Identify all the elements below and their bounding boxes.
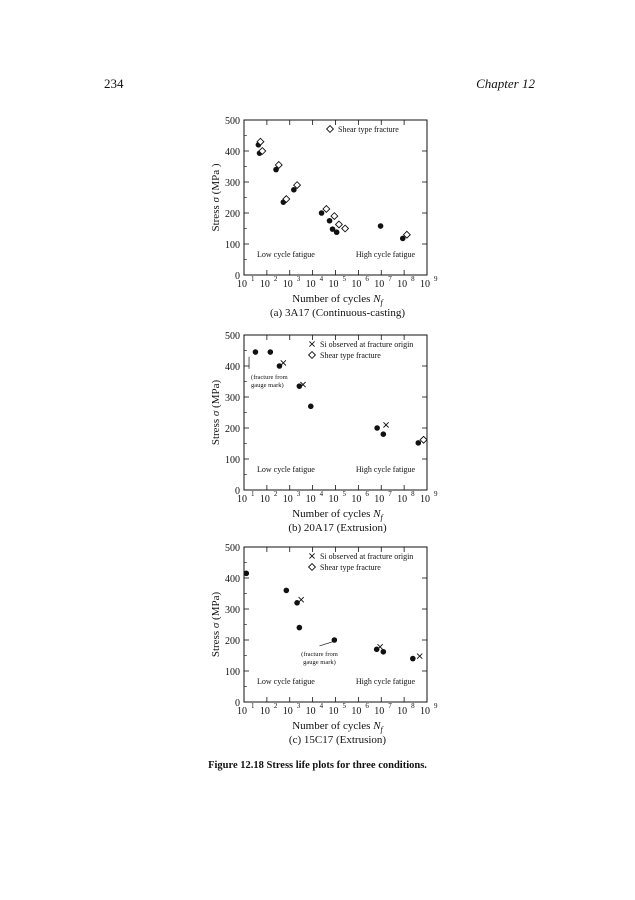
x-tick-label: 10 <box>305 706 316 717</box>
data-point-dot <box>334 229 340 235</box>
y-tick-label: 400 <box>225 574 240 585</box>
data-point-dot <box>308 404 314 410</box>
x-tick-exponent: 5 <box>342 490 346 498</box>
chart-subcaption: (b) 20A17 (Extrusion) <box>288 522 387 534</box>
data-point-dot <box>378 223 384 229</box>
x-tick-label: 10 <box>397 279 408 290</box>
legend-label: Shear type fracture <box>320 563 381 572</box>
page-number: 234 <box>104 76 124 91</box>
x-tick-label: 10 <box>237 494 247 505</box>
x-tick-label: 10 <box>420 279 430 290</box>
x-tick-exponent: 9 <box>434 702 438 710</box>
x-tick-exponent: 3 <box>296 275 301 283</box>
legend-marker-diamond <box>309 564 316 571</box>
x-tick-label: 10 <box>305 279 316 290</box>
y-tick-label: 500 <box>225 543 240 554</box>
y-tick-label: 0 <box>235 698 240 709</box>
y-tick-label: 300 <box>225 393 240 404</box>
data-point-dot <box>374 647 380 653</box>
chart-15c17 <box>0 537 635 747</box>
data-point-dot <box>297 625 303 631</box>
region-label-low-cycle: Low cycle fatigue <box>257 677 315 686</box>
x-tick-exponent: 2 <box>273 490 278 498</box>
y-tick-label: 300 <box>225 178 240 189</box>
x-tick-exponent: 2 <box>273 702 278 710</box>
x-tick-exponent: 2 <box>273 275 278 283</box>
region-label-low-cycle: Low cycle fatigue <box>257 465 315 474</box>
x-tick-exponent: 3 <box>296 490 301 498</box>
annotation-text: gauge mark) <box>303 658 336 666</box>
x-tick-exponent: 9 <box>434 275 438 283</box>
x-tick-label: 10 <box>259 494 270 505</box>
x-tick-label: 10 <box>328 706 339 717</box>
y-axis-label: Stress σ (MPa) <box>210 591 222 658</box>
annotation-text: gauge mark) <box>251 381 284 389</box>
x-tick-label: 10 <box>397 494 408 505</box>
x-tick-label: 10 <box>282 494 293 505</box>
x-axis-label: Number of cycles $N_f$ <box>292 720 383 734</box>
data-point-dot <box>381 431 387 437</box>
x-tick-exponent: 5 <box>342 702 346 710</box>
x-tick-label: 10 <box>237 279 247 290</box>
x-tick-exponent: 7 <box>388 275 392 283</box>
x-tick-label: 10 <box>374 494 385 505</box>
y-tick-label: 100 <box>225 667 240 678</box>
x-tick-label: 10 <box>420 494 430 505</box>
x-tick-label: 10 <box>374 706 385 717</box>
legend-label: Si observed at fracture origin <box>320 552 414 561</box>
data-point-dot <box>416 440 422 446</box>
x-tick-exponent: 1 <box>251 490 255 498</box>
x-tick-label: 10 <box>259 279 270 290</box>
data-point-cross <box>417 654 422 659</box>
x-tick-exponent: 8 <box>411 275 415 283</box>
x-tick-label: 10 <box>305 494 316 505</box>
x-tick-label: 10 <box>351 279 362 290</box>
data-point-diamond <box>420 436 427 443</box>
data-point-dot <box>284 588 290 594</box>
x-tick-exponent: 1 <box>251 275 255 283</box>
y-tick-label: 200 <box>225 636 240 647</box>
x-tick-exponent: 8 <box>411 490 415 498</box>
x-tick-exponent: 4 <box>319 275 324 283</box>
x-tick-label: 10 <box>259 706 270 717</box>
x-tick-exponent: 4 <box>319 702 324 710</box>
data-point-dot <box>374 425 380 431</box>
data-point-diamond <box>342 225 349 232</box>
x-tick-label: 10 <box>237 706 247 717</box>
data-point-diamond <box>336 221 343 228</box>
data-point-dot <box>410 656 416 662</box>
region-label-high-cycle: High cycle fatigue <box>355 465 415 474</box>
x-tick-exponent: 4 <box>319 490 324 498</box>
data-point-diamond <box>323 206 330 213</box>
x-tick-exponent: 1 <box>251 702 255 710</box>
x-tick-exponent: 6 <box>365 275 369 283</box>
data-point-cross <box>299 597 304 602</box>
x-tick-label: 10 <box>328 494 339 505</box>
y-tick-label: 0 <box>235 486 240 497</box>
data-point-dot <box>243 571 249 577</box>
data-point-dot <box>381 649 387 655</box>
x-tick-exponent: 6 <box>365 490 369 498</box>
y-tick-label: 100 <box>225 455 240 466</box>
x-tick-exponent: 7 <box>388 702 392 710</box>
annotation-leader <box>319 642 333 646</box>
legend-marker-cross <box>309 341 314 346</box>
x-tick-exponent: 3 <box>296 702 301 710</box>
legend-label: Si observed at fracture origin <box>320 340 414 349</box>
y-axis-label: Stress σ (MPa ) <box>210 163 222 232</box>
x-tick-label: 10 <box>351 494 362 505</box>
x-axis-label: Number of cycles $N_f$ <box>292 293 383 307</box>
data-point-dot <box>277 363 283 369</box>
x-tick-label: 10 <box>420 706 430 717</box>
x-tick-exponent: 9 <box>434 490 438 498</box>
x-tick-label: 10 <box>351 706 362 717</box>
x-tick-exponent: 5 <box>342 275 346 283</box>
y-tick-label: 200 <box>225 209 240 220</box>
y-tick-label: 0 <box>235 271 240 282</box>
y-tick-label: 400 <box>225 147 240 158</box>
y-tick-label: 200 <box>225 424 240 435</box>
y-tick-label: 400 <box>225 362 240 373</box>
x-axis-label: Number of cycles $N_f$ <box>292 508 383 522</box>
data-point-dot <box>294 600 300 606</box>
annotation-text: (fracture from <box>301 650 338 658</box>
chapter-title: Chapter 12 <box>476 76 535 91</box>
chart-3a17 <box>0 110 635 320</box>
region-label-high-cycle: High cycle fatigue <box>355 677 415 686</box>
x-tick-label: 10 <box>397 706 408 717</box>
figure-caption: Figure 12.18 Stress life plots for three conditions. <box>208 760 427 771</box>
data-point-dot <box>268 349 274 355</box>
chart-subcaption: (c) 15C17 (Extrusion) <box>288 734 387 746</box>
data-point-dot <box>253 349 259 355</box>
data-point-cross <box>281 360 286 365</box>
x-tick-exponent: 6 <box>365 702 369 710</box>
y-tick-label: 100 <box>225 240 240 251</box>
x-tick-exponent: 8 <box>411 702 415 710</box>
x-tick-exponent: 7 <box>388 490 392 498</box>
data-point-dot <box>332 637 338 643</box>
y-tick-label: 500 <box>225 116 240 127</box>
x-tick-label: 10 <box>374 279 385 290</box>
region-label-high-cycle: High cycle fatigue <box>355 250 415 259</box>
data-point-diamond <box>331 213 338 220</box>
x-tick-label: 10 <box>328 279 339 290</box>
data-point-cross <box>378 644 383 649</box>
legend-label: Shear type fracture <box>320 351 381 360</box>
x-tick-label: 10 <box>282 706 293 717</box>
x-tick-label: 10 <box>282 279 293 290</box>
chart-subcaption: (a) 3A17 (Continuous-casting) <box>269 307 406 319</box>
y-axis-label: Stress σ (MPa) <box>210 379 222 446</box>
legend-marker-diamond <box>309 352 316 359</box>
chart-20a17 <box>0 325 635 535</box>
annotation-text: (fracture from <box>251 373 288 381</box>
region-label-low-cycle: Low cycle fatigue <box>257 250 315 259</box>
legend-marker-cross <box>309 553 314 558</box>
data-point-dot <box>319 210 325 216</box>
legend-label: Shear type fracture <box>338 125 399 134</box>
data-point-cross <box>383 422 388 427</box>
y-tick-label: 300 <box>225 605 240 616</box>
legend-marker-diamond <box>327 126 334 133</box>
y-tick-label: 500 <box>225 331 240 342</box>
data-point-dot <box>327 218 333 224</box>
